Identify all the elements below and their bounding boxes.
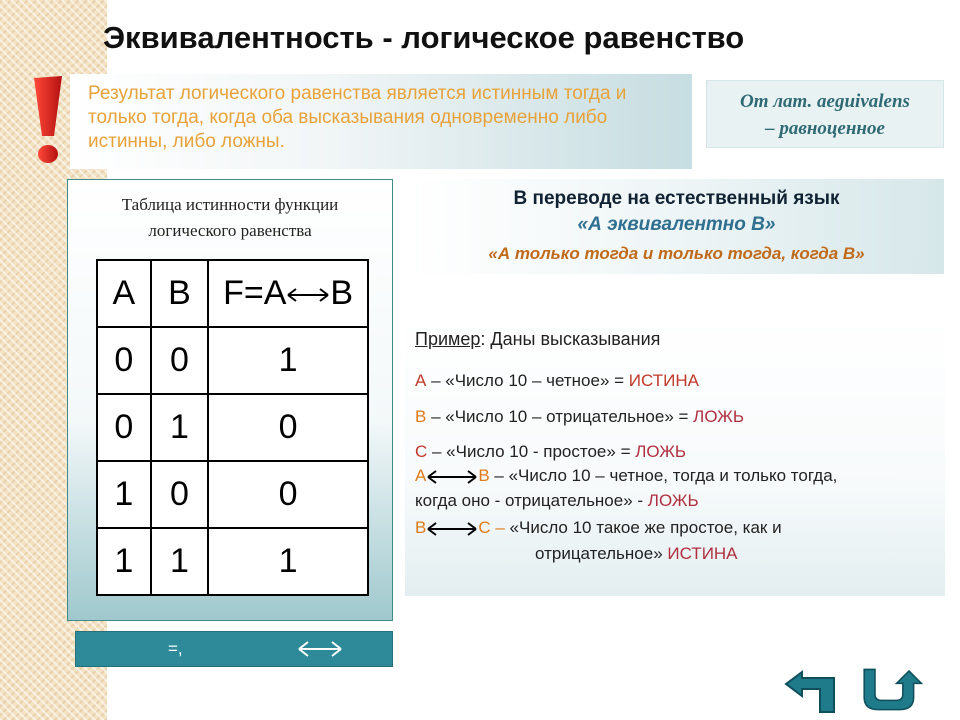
example-label: Пример [415,329,481,349]
header-f-right: B [330,274,354,312]
cell: 0 [97,327,151,394]
statement-ab-right: В [478,466,490,485]
cell: 0 [151,461,209,528]
statement-b [415,407,744,427]
statement-ab-text-2: когда оно - отрицательное» - [415,491,648,510]
header-f [208,260,368,327]
definition-box [70,74,692,169]
cell: 1 [97,461,151,528]
caption-line-1: Таблица истинности функции [121,195,339,214]
etymology-line-1: От лат. aeguivalens [740,91,910,112]
statement-bc-cont [535,544,738,564]
cell: 0 [151,327,209,394]
cell: 1 [208,327,368,394]
truth-table-caption [68,192,392,244]
etymology-box [706,80,944,148]
example-intro: : Даны высказывания [480,329,661,349]
statement-bc-value: ИСТИНА [667,544,738,563]
statement-b-letter: В [415,407,427,426]
statement-bc [415,518,782,538]
definition-text: Результат логического равенства является истинным тогда и только тогда, когда оба высказывания одновременно либо истинны, либо ложны. [88,83,627,152]
truth-table [96,259,369,596]
statement-bc-left: В [415,518,427,537]
statement-c-letter: С [415,442,428,461]
example-heading [415,329,660,350]
header-a: A [97,260,151,327]
table-row [97,394,368,461]
header-f-left: F=A [223,274,287,312]
u-turn-arrow-icon[interactable] [858,660,926,716]
statement-c-value: ЛОЖЬ [635,442,687,461]
statement-a-letter: А [415,371,427,390]
cell: 1 [151,394,209,461]
statement-ab-left: А [415,466,427,485]
symbol-bar-label: =, [168,639,183,658]
natural-language-phrase-1: «А эквивалентно В» [577,214,776,235]
statement-a [415,371,699,391]
cell: 1 [208,528,368,595]
header-b: B [151,260,209,327]
double-arrow-icon [426,521,478,537]
cell: 0 [208,461,368,528]
caption-line-2: логического равенства [148,221,312,240]
exclamation-icon [28,74,68,169]
natural-language-box [409,179,944,274]
page-title: Эквивалентность - логическое равенство [103,20,745,55]
table-header-row [97,260,368,327]
natural-language-phrase-2: «А только тогда и только тогда, когда В» [488,244,865,263]
statement-b-text: – «Число 10 – отрицательное» = [426,407,694,426]
double-arrow-icon [296,637,344,661]
statement-ab-cont [415,491,699,511]
truth-table-panel [67,179,393,621]
statement-bc-text-1: «Число 10 такое же простое, как и [504,518,782,537]
statement-c-text: – «Число 10 - простое» = [427,442,636,461]
statement-b-value: ЛОЖЬ [693,407,745,426]
statement-a-value: ИСТИНА [628,371,699,390]
statement-bc-text-2: отрицательное» [535,544,668,563]
example-box [405,320,945,596]
statement-c [415,442,686,462]
cell: 1 [97,528,151,595]
natural-language-heading: В переводе на естественный язык [513,188,840,209]
etymology-line-2: – равноценное [765,118,885,139]
statement-ab-value: ЛОЖЬ [647,491,699,510]
statement-ab [415,466,837,486]
cell: 0 [97,394,151,461]
cell: 1 [151,528,209,595]
return-arrow-icon[interactable] [782,660,850,716]
cell: 0 [208,394,368,461]
table-row [97,461,368,528]
double-arrow-icon [426,469,478,485]
table-row [97,327,368,394]
symbol-bar [75,631,393,667]
table-row [97,528,368,595]
statement-bc-right: С – [478,518,505,537]
double-arrow-icon [286,286,330,304]
statement-a-text: – «Число 10 – четное» = [426,371,629,390]
statement-ab-text-1: – «Число 10 – четное, тогда и только тогда, [489,466,838,485]
